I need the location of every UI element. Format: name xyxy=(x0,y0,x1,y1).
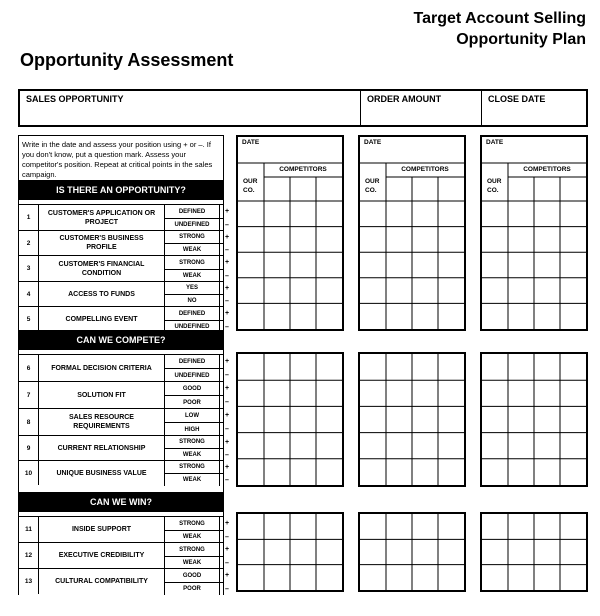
criteria-label: SOLUTION FIT xyxy=(77,391,126,399)
negative-option[interactable] xyxy=(164,368,229,382)
criteria-number: 7 xyxy=(19,382,39,408)
criteria-options xyxy=(164,461,230,485)
option-label: STRONG xyxy=(165,436,220,448)
option-label: WEAK xyxy=(165,531,220,543)
competitor-grid[interactable] xyxy=(480,512,588,592)
criteria-number: 11 xyxy=(19,517,39,542)
minus-sign: – xyxy=(225,221,229,229)
competitor-grid[interactable] xyxy=(480,352,588,487)
option-label: YES xyxy=(165,282,220,294)
criteria-label: CUSTOMER'S APPLICATION OR PROJECT xyxy=(47,209,156,226)
criteria-row xyxy=(19,230,230,255)
criteria-row xyxy=(19,255,230,281)
criteria-options xyxy=(164,409,230,435)
date-label: DATE xyxy=(364,139,382,146)
sales-opportunity-label: SALES OPPORTUNITY xyxy=(26,94,124,104)
criteria-number: 9 xyxy=(19,436,39,460)
co-label: CO. xyxy=(365,187,377,194)
our-company-label xyxy=(365,177,379,195)
option-label: WEAK xyxy=(165,244,220,256)
minus-sign: – xyxy=(225,476,229,484)
positive-option[interactable] xyxy=(164,282,230,294)
competitor-grid[interactable] xyxy=(358,512,466,592)
criteria-row xyxy=(19,354,230,381)
positive-option[interactable] xyxy=(164,461,230,473)
section-header: CAN WE COMPETE? xyxy=(19,330,223,350)
criteria-label: CULTURAL COMPATIBILITY xyxy=(55,578,148,585)
plus-sign: + xyxy=(224,284,230,292)
page-title: Opportunity Assessment xyxy=(20,50,234,70)
criteria-label: FORMAL DECISION CRITERIA xyxy=(51,364,152,372)
grid-lines xyxy=(482,514,586,590)
grid-lines xyxy=(482,354,586,485)
criteria-label: UNIQUE BUSINESS VALUE xyxy=(56,469,147,477)
plan-title-line-1: Target Account Selling xyxy=(413,10,586,27)
criteria-row xyxy=(19,306,230,332)
our-label: OUR xyxy=(365,178,380,185)
competitor-grid-dated[interactable] xyxy=(358,135,466,331)
instructions-text: Write in the date and assess your position using + or –. If you don't know, put a question mark. Assess your competitor's position. Repeat at critical points in the sales campaign. xyxy=(22,140,213,179)
option-label: STRONG xyxy=(165,256,220,269)
criteria-options xyxy=(164,307,230,332)
criteria-row xyxy=(19,281,230,306)
criteria-label: ACCESS TO FUNDS xyxy=(68,290,135,298)
minus-sign: – xyxy=(225,451,229,459)
sales-opportunity-field[interactable] xyxy=(20,91,360,125)
minus-sign: – xyxy=(225,297,229,305)
minus-sign: – xyxy=(225,399,229,406)
criteria-number: 13 xyxy=(19,569,39,594)
plus-sign: + xyxy=(224,208,230,215)
criteria-options xyxy=(164,543,230,568)
competitors-label: COMPETITORS xyxy=(523,166,571,173)
option-label: HIGH xyxy=(165,423,220,436)
option-label: WEAK xyxy=(165,270,220,282)
criteria-label: CURRENT RELATIONSHIP xyxy=(57,444,146,452)
minus-sign: – xyxy=(225,272,229,280)
plan-title xyxy=(414,8,586,50)
competitors-label: COMPETITORS xyxy=(401,166,449,173)
criteria-label: COMPELLING EVENT xyxy=(65,316,138,323)
plus-sign: + xyxy=(224,546,230,553)
competitors-label: COMPETITORS xyxy=(279,166,327,173)
criteria-label: INSIDE SUPPORT xyxy=(71,526,132,533)
minus-sign: – xyxy=(225,246,229,254)
criteria-row xyxy=(19,204,230,230)
criteria-row xyxy=(19,381,230,408)
option-label: DEFINED xyxy=(165,307,220,320)
minus-sign: – xyxy=(225,585,229,593)
option-label: STRONG xyxy=(165,543,220,556)
option-label: WEAK xyxy=(165,474,220,486)
option-label: STRONG xyxy=(165,461,220,473)
competitor-grid-dated[interactable] xyxy=(480,135,588,331)
our-company-label xyxy=(487,177,501,195)
plus-sign: + xyxy=(224,358,230,365)
option-label: DEFINED xyxy=(165,355,220,368)
minus-sign: – xyxy=(225,426,229,433)
plus-sign: + xyxy=(224,412,230,419)
option-label: POOR xyxy=(165,583,220,595)
negative-option[interactable] xyxy=(164,473,229,486)
criteria-label: CUSTOMER'S FINANCIAL CONDITION xyxy=(58,260,145,277)
criteria-options xyxy=(164,282,230,306)
option-label: LOW xyxy=(165,409,220,422)
criteria-number: 5 xyxy=(19,307,39,332)
criteria-number: 8 xyxy=(19,409,39,435)
negative-option[interactable] xyxy=(164,582,229,595)
section-header: IS THERE AN OPPORTUNITY? xyxy=(19,180,223,200)
option-label: WEAK xyxy=(165,449,220,461)
our-label: OUR xyxy=(243,178,258,185)
criteria-label: CUSTOMER'S BUSINESS PROFILE xyxy=(59,235,144,251)
criteria-options xyxy=(164,569,230,594)
competitor-grid[interactable] xyxy=(236,352,344,487)
criteria-number: 12 xyxy=(19,543,39,568)
option-label: DEFINED xyxy=(165,205,220,218)
positive-option[interactable] xyxy=(164,382,230,395)
minus-sign: – xyxy=(225,372,229,379)
criteria-row xyxy=(19,460,230,485)
competitor-grid[interactable] xyxy=(236,512,344,592)
co-label: CO. xyxy=(243,187,255,194)
date-label: DATE xyxy=(242,139,260,146)
option-label: GOOD xyxy=(165,382,220,395)
date-label: DATE xyxy=(486,139,504,146)
plus-sign: + xyxy=(224,385,230,392)
option-label: STRONG xyxy=(165,231,220,243)
option-label: UNDEFINED xyxy=(165,369,220,382)
co-label: CO. xyxy=(487,187,499,194)
criteria-row xyxy=(19,568,230,594)
minus-sign: – xyxy=(225,323,229,331)
option-label: NO xyxy=(165,295,220,307)
plus-sign: + xyxy=(224,572,230,579)
grid-lines xyxy=(360,354,464,485)
criteria-options xyxy=(164,205,230,230)
positive-option[interactable] xyxy=(164,517,230,530)
criteria-row xyxy=(19,542,230,568)
criteria-number: 10 xyxy=(19,461,39,485)
positive-option[interactable] xyxy=(164,205,230,218)
criteria-label: SALES RESOURCE REQUIREMENTS xyxy=(69,414,134,430)
competitor-grid-dated[interactable] xyxy=(236,135,344,331)
section-header: CAN WE WIN? xyxy=(19,492,223,512)
plus-sign: + xyxy=(224,520,230,527)
positive-option[interactable] xyxy=(164,231,230,243)
order-amount-label: ORDER AMOUNT xyxy=(367,94,442,104)
positive-option[interactable] xyxy=(164,355,230,368)
positive-option[interactable] xyxy=(164,436,230,448)
plus-sign: + xyxy=(224,233,230,241)
criteria-row xyxy=(19,408,230,435)
option-label: STRONG xyxy=(165,517,220,530)
positive-option[interactable] xyxy=(164,307,230,320)
grid-lines xyxy=(238,354,342,485)
criteria-options xyxy=(164,382,230,408)
grid-lines xyxy=(360,514,464,590)
close-date-field[interactable] xyxy=(482,91,588,125)
criteria-options xyxy=(164,436,230,460)
minus-sign: – xyxy=(225,559,229,567)
plus-sign: + xyxy=(224,259,230,266)
negative-option[interactable] xyxy=(164,422,229,436)
criteria-row xyxy=(19,435,230,460)
criteria-number: 4 xyxy=(19,282,39,306)
option-label: UNDEFINED xyxy=(165,321,220,333)
criteria-number: 3 xyxy=(19,256,39,281)
option-label: UNDEFINED xyxy=(165,219,220,231)
order-amount-field[interactable] xyxy=(361,91,481,125)
our-label: OUR xyxy=(487,178,502,185)
plus-sign: + xyxy=(224,463,230,471)
competitor-grid[interactable] xyxy=(358,352,466,487)
criteria-number: 2 xyxy=(19,231,39,255)
criteria-label: EXECUTIVE CREDIBILITY xyxy=(58,552,145,559)
option-label: GOOD xyxy=(165,569,220,582)
positive-option[interactable] xyxy=(164,543,230,556)
criteria-row xyxy=(19,516,230,542)
criteria-number: 6 xyxy=(19,355,39,381)
plus-sign: + xyxy=(224,310,230,317)
option-label: POOR xyxy=(165,396,220,409)
minus-sign: – xyxy=(225,533,229,541)
option-label: WEAK xyxy=(165,557,220,569)
plus-sign: + xyxy=(224,438,230,446)
criteria-options xyxy=(164,355,230,381)
criteria-options xyxy=(164,231,230,255)
header-fields xyxy=(18,89,588,127)
our-company-label xyxy=(243,177,257,195)
positive-option[interactable] xyxy=(164,569,230,582)
positive-option[interactable] xyxy=(164,256,230,269)
plan-title-line-2: Opportunity Plan xyxy=(456,31,586,48)
criteria-options xyxy=(164,517,230,542)
criteria-number: 1 xyxy=(19,205,39,230)
positive-option[interactable] xyxy=(164,409,230,422)
criteria-options xyxy=(164,256,230,281)
assessment-criteria-panel xyxy=(18,135,230,595)
negative-option[interactable] xyxy=(164,395,229,409)
close-date-label: CLOSE DATE xyxy=(488,94,546,104)
grid-lines xyxy=(238,514,342,590)
